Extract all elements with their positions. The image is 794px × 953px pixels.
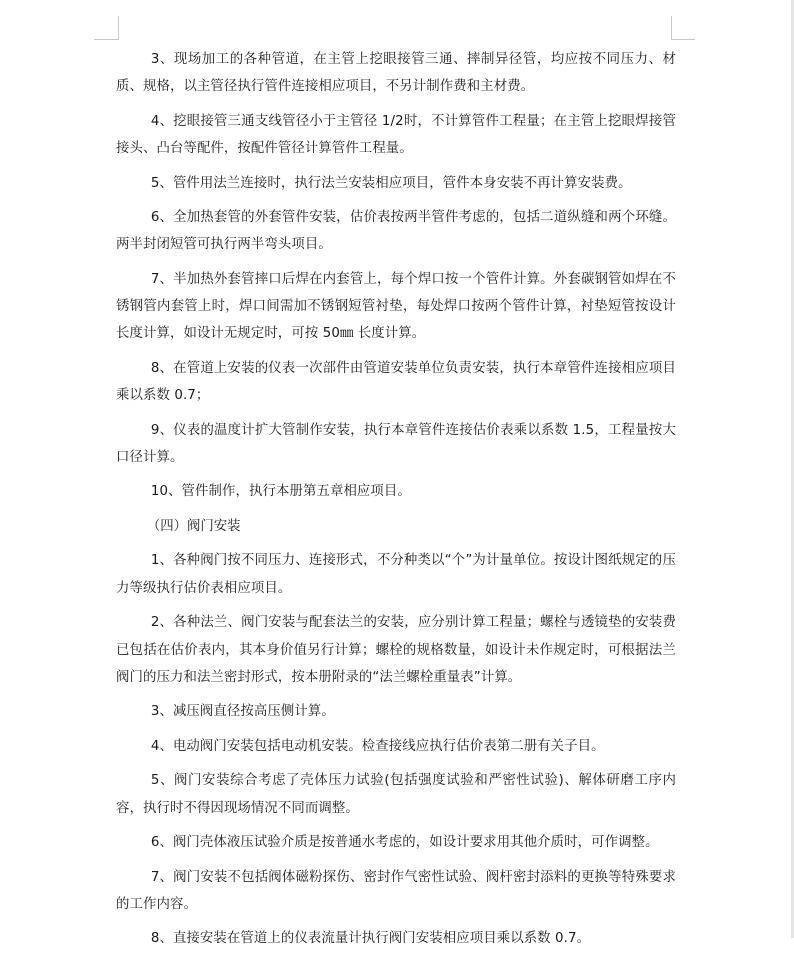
paragraph-7: 7、半加热外套管摔口后焊在内套管上，每个焊口按一个管件计算。外套碳钢管如焊在不锈钢管内套管上时，焊口间需加不锈钢短管衬垫，每处焊口按两个管件计算，衬垫短管按设计长度计算，如设计无规定时，可按 50㎜ 长度计算。 [116, 271, 676, 342]
paragraph-10: 10、管件制作，执行本册第五章相应项目。 [150, 484, 411, 500]
valve-paragraph-7: 7、阀门安装不包括阀体磁粉探伤、密封作气密性试验、阀杆密封添料的更换等特殊要求的工作内容。 [116, 869, 676, 912]
paragraph-4: 4、挖眼接管三通支线管径小于主管径 1/2时，不计算管件工程量；在主管上挖眼焊接管接头、凸台等配件，按配件管径计算管件工程量。 [116, 113, 676, 157]
valve-paragraph-8: 8、直接安装在管道上的仪表流量计执行阀门安装相应项目乘以系数 0.7。 [150, 931, 591, 947]
crop-mark-top-right-vertical [671, 16, 672, 40]
paragraph-5: 5、管件用法兰连接时，执行法兰安装相应项目，管件本身安装不再计算安装费。 [150, 175, 632, 191]
valve-paragraph-6: 6、阀门壳体液压试验介质是按普通水考虑的，如设计要求用其他介质时，可作调整。 [150, 835, 659, 851]
valve-paragraph-2: 2、各种法兰、阀门安装与配套法兰的安装，应分别计算工程量；螺栓与透镜垫的安装费已包括在估价表内，其本身价值另行计算；螺栓的规格数量，如设计未作规定时，可根据法兰阀门的压力和法兰密封形式，按本册附录的“法兰螺栓重量表”计算。 [116, 615, 676, 685]
document-body [116, 46, 676, 953]
section-heading: （四）阀门安装 [146, 518, 241, 534]
crop-mark-top-left-horizontal [94, 39, 118, 40]
valve-paragraph-4: 4、电动阀门安装包括电动机安装。检查接线应执行估价表第二册有关子目。 [150, 738, 605, 754]
valve-paragraph-5: 5、阀门安装综合考虑了壳体压力试验(包括强度试验和严密性试验)、解体研磨工序内容，执行时不得因现场情况不同而调整。 [116, 773, 676, 816]
paragraph-9: 9、仪表的温度计扩大管制作安装，执行本章管件连接估价表乘以系数 1.5，工程量按大口径计算。 [116, 422, 676, 465]
paragraph-6: 6、全加热套管的外套管件安装，估价表按两半管件考虑的，包括二道纵缝和两个环缝。两半封闭短管可执行两半弯头项目。 [116, 210, 676, 253]
crop-mark-top-right-horizontal [671, 39, 695, 40]
paragraph-3: 3、现场加工的各种管道，在主管上挖眼接管三通、摔制异径管，均应按不同压力、材质、规格，以主管径执行管件连接相应项目，不另计制作费和主材费。 [116, 52, 676, 95]
paragraph-8: 8、在管道上安装的仪表一次部件由管道安装单位负责安装，执行本章管件连接相应项目乘以系数 0.7； [116, 360, 676, 404]
valve-paragraph-1: 1、各种阀门按不同压力、连接形式，不分种类以“个”为计量单位。按设计图纸规定的压力等级执行估价表相应项目。 [116, 553, 676, 596]
valve-paragraph-3: 3、减压阀直径按高压侧计算。 [150, 704, 335, 720]
crop-mark-top-left-vertical [118, 16, 119, 40]
